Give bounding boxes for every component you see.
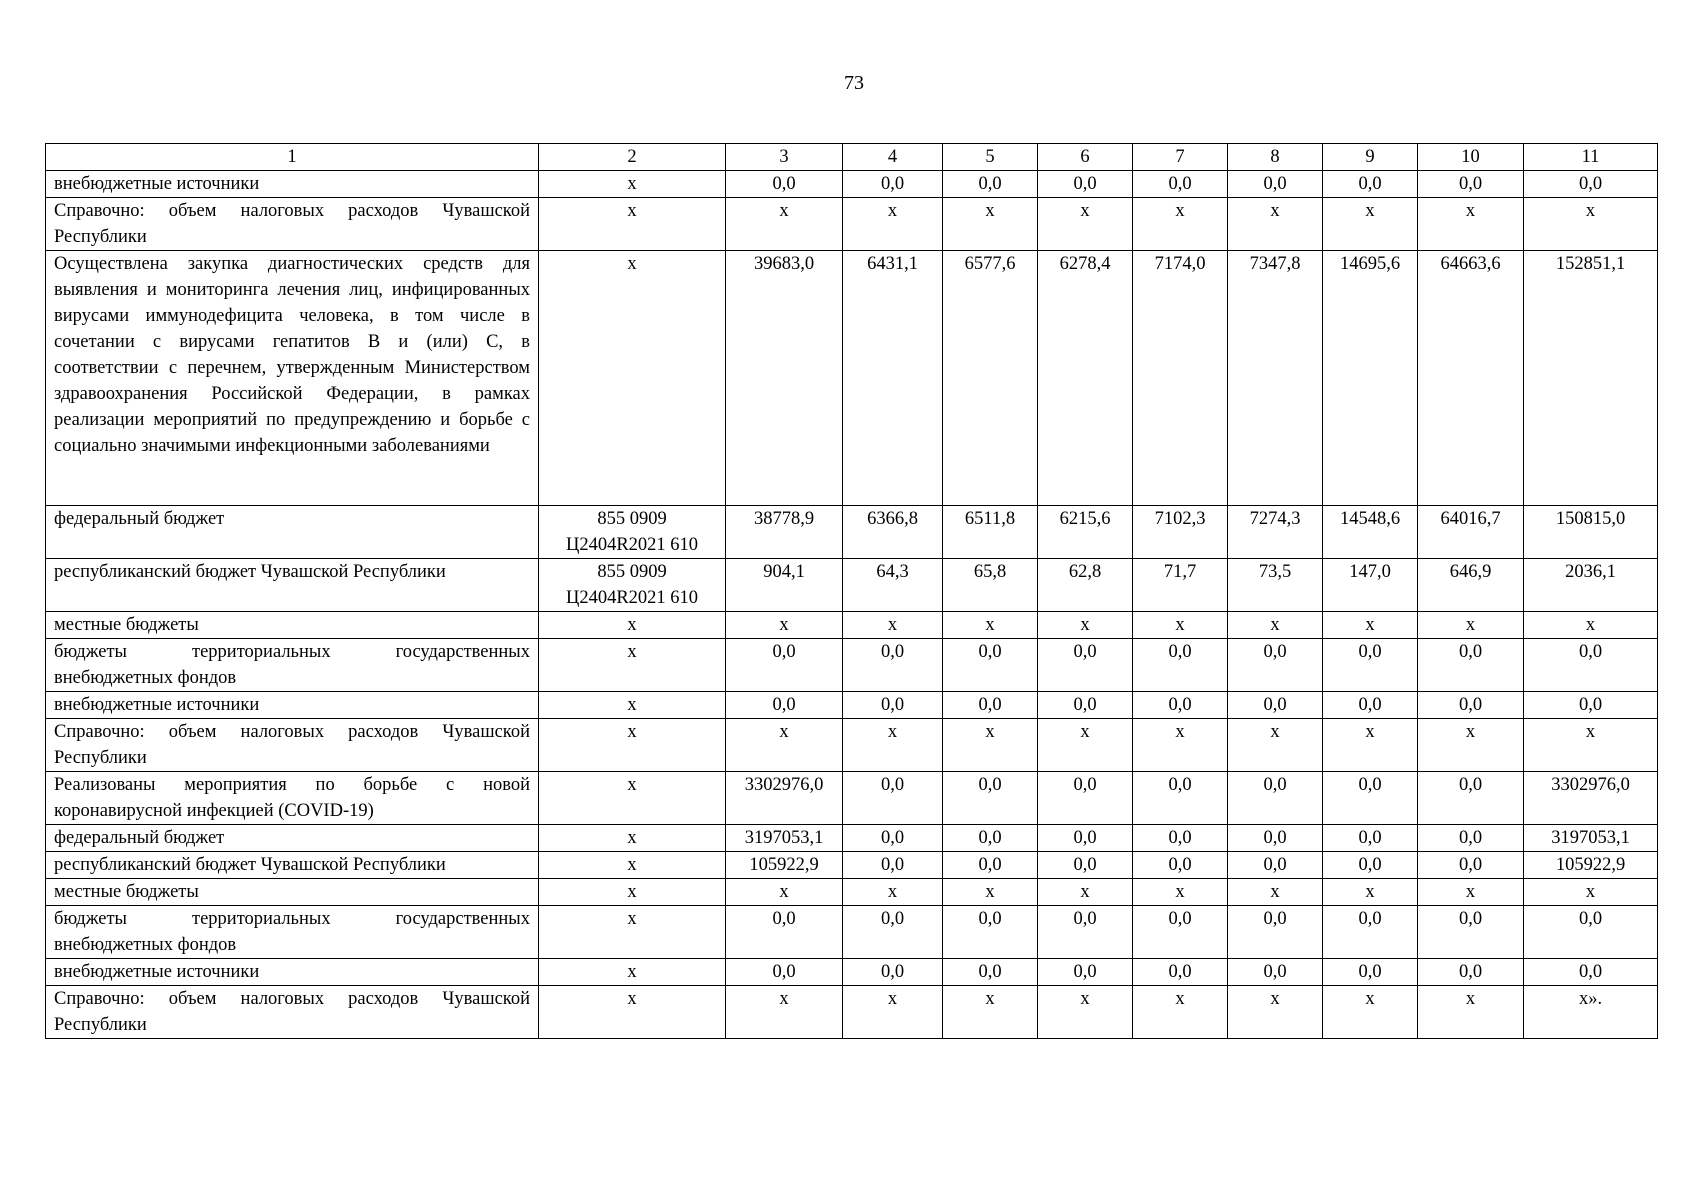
table-row: [46, 825, 1658, 852]
value-cell: 0,0: [1323, 772, 1418, 825]
value-cell: x».: [1524, 986, 1658, 1039]
value-cell: 0,0: [1228, 692, 1323, 719]
column-header: 1: [46, 144, 539, 171]
budget-code: x: [539, 171, 726, 198]
value-cell: x: [1228, 879, 1323, 906]
value-cell: 147,0: [1323, 559, 1418, 612]
column-header: 3: [726, 144, 843, 171]
value-cell: 150815,0: [1524, 506, 1658, 559]
value-cell: 0,0: [1133, 171, 1228, 198]
value-cell: 0,0: [943, 171, 1038, 198]
value-cell: 0,0: [726, 692, 843, 719]
value-cell: 0,0: [943, 825, 1038, 852]
value-cell: x: [1228, 986, 1323, 1039]
value-cell: x: [1038, 879, 1133, 906]
value-cell: x: [1133, 879, 1228, 906]
value-cell: x: [1323, 198, 1418, 251]
table-row: [46, 612, 1658, 639]
table-row: [46, 959, 1658, 986]
value-cell: 0,0: [943, 959, 1038, 986]
value-cell: 0,0: [1133, 852, 1228, 879]
value-cell: 0,0: [1133, 692, 1228, 719]
table-row: [46, 639, 1658, 692]
value-cell: 0,0: [943, 639, 1038, 692]
value-cell: x: [843, 879, 943, 906]
value-cell: x: [1524, 719, 1658, 772]
value-cell: 0,0: [726, 906, 843, 959]
value-cell: 39683,0: [726, 251, 843, 506]
budget-table: [45, 143, 1658, 1039]
value-cell: 0,0: [1323, 692, 1418, 719]
value-cell: 2036,1: [1524, 559, 1658, 612]
budget-code: x: [539, 198, 726, 251]
budget-code: 855 0909 Ц2404R2021 610: [539, 506, 726, 559]
column-number-row: [46, 144, 1658, 171]
value-cell: 0,0: [1228, 825, 1323, 852]
column-header: 10: [1418, 144, 1524, 171]
row-label: местные бюджеты: [46, 879, 539, 906]
table-row: [46, 986, 1658, 1039]
value-cell: 62,8: [1038, 559, 1133, 612]
value-cell: 3302976,0: [726, 772, 843, 825]
value-cell: 6431,1: [843, 251, 943, 506]
value-cell: 0,0: [1228, 852, 1323, 879]
table-row: [46, 852, 1658, 879]
value-cell: 6511,8: [943, 506, 1038, 559]
table-row: [46, 879, 1658, 906]
value-cell: 0,0: [843, 171, 943, 198]
table-row: [46, 719, 1658, 772]
value-cell: 0,0: [943, 772, 1038, 825]
column-header: 8: [1228, 144, 1323, 171]
value-cell: 64016,7: [1418, 506, 1524, 559]
column-header: 2: [539, 144, 726, 171]
table-body: [46, 171, 1658, 1039]
value-cell: 105922,9: [726, 852, 843, 879]
row-label: Справочно: объем налоговых расходов Чувашской Республики: [46, 986, 539, 1039]
value-cell: x: [1418, 719, 1524, 772]
budget-code: x: [539, 852, 726, 879]
table-row: [46, 559, 1658, 612]
value-cell: 0,0: [843, 772, 943, 825]
value-cell: x: [1228, 612, 1323, 639]
value-cell: x: [726, 986, 843, 1039]
table-row: [46, 251, 1658, 506]
value-cell: 0,0: [943, 906, 1038, 959]
value-cell: 904,1: [726, 559, 843, 612]
value-cell: 14548,6: [1323, 506, 1418, 559]
table-row: [46, 198, 1658, 251]
value-cell: 0,0: [1323, 959, 1418, 986]
row-label: республиканский бюджет Чувашской Республики: [46, 559, 539, 612]
value-cell: 71,7: [1133, 559, 1228, 612]
value-cell: 64,3: [843, 559, 943, 612]
value-cell: 65,8: [943, 559, 1038, 612]
value-cell: 0,0: [1133, 825, 1228, 852]
value-cell: 0,0: [1133, 772, 1228, 825]
row-label: бюджеты территориальных государственных внебюджетных фондов: [46, 639, 539, 692]
value-cell: x: [1228, 198, 1323, 251]
value-cell: 0,0: [1323, 852, 1418, 879]
value-cell: x: [943, 198, 1038, 251]
value-cell: 0,0: [1524, 171, 1658, 198]
value-cell: 0,0: [1524, 906, 1658, 959]
budget-code: x: [539, 959, 726, 986]
value-cell: x: [1418, 198, 1524, 251]
value-cell: 0,0: [1133, 906, 1228, 959]
value-cell: 0,0: [843, 639, 943, 692]
value-cell: 0,0: [1038, 639, 1133, 692]
row-label: Справочно: объем налоговых расходов Чувашской Республики: [46, 719, 539, 772]
budget-code: x: [539, 906, 726, 959]
value-cell: 0,0: [1418, 959, 1524, 986]
value-cell: x: [1418, 879, 1524, 906]
value-cell: 0,0: [843, 906, 943, 959]
row-label: местные бюджеты: [46, 612, 539, 639]
budget-code: 855 0909 Ц2404R2021 610: [539, 559, 726, 612]
value-cell: 0,0: [1418, 772, 1524, 825]
value-cell: x: [726, 879, 843, 906]
value-cell: 7274,3: [1228, 506, 1323, 559]
value-cell: 0,0: [726, 171, 843, 198]
value-cell: 0,0: [1133, 959, 1228, 986]
value-cell: 0,0: [943, 692, 1038, 719]
value-cell: x: [1323, 986, 1418, 1039]
value-cell: 38778,9: [726, 506, 843, 559]
column-header: 11: [1524, 144, 1658, 171]
budget-code: x: [539, 986, 726, 1039]
column-header: 4: [843, 144, 943, 171]
value-cell: 0,0: [1038, 959, 1133, 986]
budget-code: x: [539, 612, 726, 639]
value-cell: 0,0: [1418, 906, 1524, 959]
value-cell: 0,0: [726, 639, 843, 692]
value-cell: 6215,6: [1038, 506, 1133, 559]
value-cell: x: [843, 198, 943, 251]
table-row: [46, 171, 1658, 198]
value-cell: 0,0: [1323, 906, 1418, 959]
value-cell: 6577,6: [943, 251, 1038, 506]
column-header: 9: [1323, 144, 1418, 171]
value-cell: x: [1418, 612, 1524, 639]
column-header: 6: [1038, 144, 1133, 171]
value-cell: x: [943, 719, 1038, 772]
row-label: внебюджетные источники: [46, 692, 539, 719]
row-label: внебюджетные источники: [46, 959, 539, 986]
value-cell: 6366,8: [843, 506, 943, 559]
budget-code: x: [539, 639, 726, 692]
value-cell: x: [1524, 879, 1658, 906]
value-cell: 14695,6: [1323, 251, 1418, 506]
row-label: Осуществлена закупка диагностических средств для выявления и мониторинга лечения лиц, инфицированных вирусами иммунодефицита человека, в том числе в сочетании с вирусами гепатитов B и (или) C, в соответствии с перечнем, утвержденным Министерством здравоохранения Российской Федерации, в рамках реализации мероприятий по предупреждению и борьбе с социально значимыми инфекционными заболеваниями: [46, 251, 539, 506]
row-label: федеральный бюджет: [46, 825, 539, 852]
value-cell: 64663,6: [1418, 251, 1524, 506]
budget-code: x: [539, 719, 726, 772]
table-row: [46, 906, 1658, 959]
value-cell: 0,0: [726, 959, 843, 986]
value-cell: x: [726, 198, 843, 251]
value-cell: 0,0: [943, 852, 1038, 879]
value-cell: 152851,1: [1524, 251, 1658, 506]
row-label: Справочно: объем налоговых расходов Чувашской Республики: [46, 198, 539, 251]
table-row: [46, 772, 1658, 825]
value-cell: x: [726, 612, 843, 639]
value-cell: 3197053,1: [726, 825, 843, 852]
column-header: 5: [943, 144, 1038, 171]
value-cell: 0,0: [1418, 852, 1524, 879]
value-cell: 7174,0: [1133, 251, 1228, 506]
value-cell: x: [1228, 719, 1323, 772]
value-cell: 0,0: [1133, 639, 1228, 692]
value-cell: 0,0: [1038, 825, 1133, 852]
value-cell: x: [726, 719, 843, 772]
value-cell: x: [943, 612, 1038, 639]
value-cell: 0,0: [1323, 825, 1418, 852]
value-cell: x: [1133, 719, 1228, 772]
value-cell: 0,0: [1038, 772, 1133, 825]
value-cell: 73,5: [1228, 559, 1323, 612]
value-cell: 6278,4: [1038, 251, 1133, 506]
value-cell: x: [843, 612, 943, 639]
value-cell: 3302976,0: [1524, 772, 1658, 825]
value-cell: 0,0: [1524, 692, 1658, 719]
table-row: [46, 692, 1658, 719]
value-cell: x: [1133, 612, 1228, 639]
value-cell: 0,0: [1524, 959, 1658, 986]
value-cell: 0,0: [1418, 692, 1524, 719]
value-cell: x: [843, 719, 943, 772]
value-cell: 0,0: [843, 825, 943, 852]
value-cell: 105922,9: [1524, 852, 1658, 879]
value-cell: 0,0: [1038, 692, 1133, 719]
value-cell: 0,0: [1323, 639, 1418, 692]
value-cell: 0,0: [1038, 906, 1133, 959]
budget-code: x: [539, 692, 726, 719]
row-label: Реализованы мероприятия по борьбе с новой коронавирусной инфекцией (COVID-19): [46, 772, 539, 825]
value-cell: x: [1038, 719, 1133, 772]
value-cell: 7347,8: [1228, 251, 1323, 506]
value-cell: x: [1133, 198, 1228, 251]
column-header: 7: [1133, 144, 1228, 171]
value-cell: 0,0: [1228, 639, 1323, 692]
budget-code: x: [539, 825, 726, 852]
value-cell: 3197053,1: [1524, 825, 1658, 852]
value-cell: 646,9: [1418, 559, 1524, 612]
value-cell: 0,0: [1418, 639, 1524, 692]
value-cell: 0,0: [1228, 171, 1323, 198]
value-cell: 0,0: [1038, 852, 1133, 879]
value-cell: x: [1038, 198, 1133, 251]
value-cell: 0,0: [1228, 959, 1323, 986]
value-cell: 0,0: [843, 852, 943, 879]
value-cell: 0,0: [1323, 171, 1418, 198]
value-cell: x: [943, 986, 1038, 1039]
value-cell: x: [1038, 986, 1133, 1039]
row-label: бюджеты территориальных государственных внебюджетных фондов: [46, 906, 539, 959]
row-label: внебюджетные источники: [46, 171, 539, 198]
value-cell: 7102,3: [1133, 506, 1228, 559]
table-row: [46, 506, 1658, 559]
value-cell: x: [843, 986, 943, 1039]
value-cell: x: [1038, 612, 1133, 639]
value-cell: x: [1133, 986, 1228, 1039]
value-cell: 0,0: [1228, 772, 1323, 825]
value-cell: x: [1418, 986, 1524, 1039]
value-cell: x: [1323, 612, 1418, 639]
value-cell: x: [1323, 879, 1418, 906]
value-cell: 0,0: [1418, 171, 1524, 198]
value-cell: 0,0: [843, 692, 943, 719]
value-cell: 0,0: [1228, 906, 1323, 959]
value-cell: 0,0: [1418, 825, 1524, 852]
page-number: 73: [844, 72, 864, 94]
budget-code: x: [539, 251, 726, 506]
row-label: республиканский бюджет Чувашской Республики: [46, 852, 539, 879]
value-cell: x: [1323, 719, 1418, 772]
value-cell: 0,0: [843, 959, 943, 986]
value-cell: x: [943, 879, 1038, 906]
row-label: федеральный бюджет: [46, 506, 539, 559]
value-cell: x: [1524, 612, 1658, 639]
value-cell: x: [1524, 198, 1658, 251]
budget-code: x: [539, 879, 726, 906]
value-cell: 0,0: [1038, 171, 1133, 198]
budget-code: x: [539, 772, 726, 825]
value-cell: 0,0: [1524, 639, 1658, 692]
